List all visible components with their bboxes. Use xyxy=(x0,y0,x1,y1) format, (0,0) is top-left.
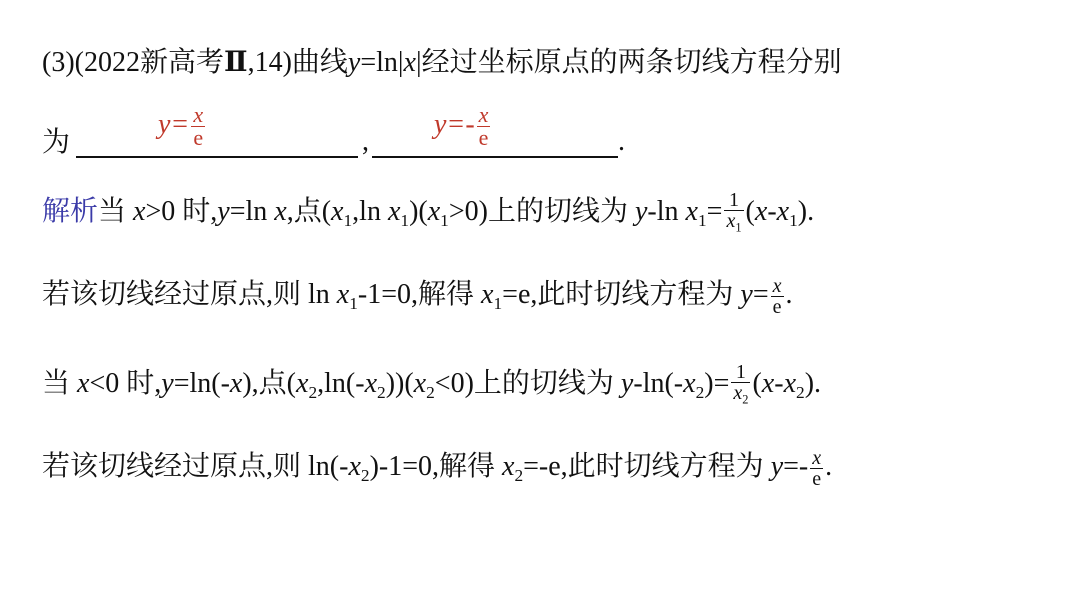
var: x xyxy=(229,368,243,400)
problem-prefix: (3)(2022新高考 xyxy=(42,47,224,78)
answer-2-den: e xyxy=(478,125,489,150)
text: ). xyxy=(797,196,815,228)
text: )( xyxy=(409,196,428,228)
var: x xyxy=(783,368,796,400)
fraction-num: x xyxy=(812,447,822,469)
var: x xyxy=(502,450,515,482)
subscript: 2 xyxy=(695,383,705,403)
analysis-line-1 xyxy=(42,190,814,238)
var: y xyxy=(634,196,648,228)
answer-1-den: e xyxy=(193,125,204,150)
answer-blank-1 xyxy=(76,156,358,158)
text: )= xyxy=(704,368,730,400)
subscript: 1 xyxy=(400,211,410,231)
eq-ln: =ln| xyxy=(360,47,404,78)
subscript: 2 xyxy=(426,383,435,403)
var: y xyxy=(620,368,634,400)
var: x xyxy=(733,382,743,404)
var: x xyxy=(754,196,768,228)
var: x xyxy=(387,196,401,228)
fraction-den xyxy=(724,210,743,237)
text: 当 xyxy=(42,368,78,400)
subscript: 1 xyxy=(789,211,798,231)
fraction-x-over-e-neg xyxy=(810,448,823,489)
answer-1 xyxy=(158,104,207,149)
var: x xyxy=(296,368,309,400)
text: . xyxy=(825,450,833,482)
fraction-num: x xyxy=(772,275,782,297)
text: -ln xyxy=(647,196,686,228)
text: - xyxy=(767,196,777,228)
text: ,点( xyxy=(286,196,332,228)
fraction-1-over-x1 xyxy=(724,190,743,237)
var: x xyxy=(336,278,350,310)
var: x xyxy=(427,196,441,228)
var: x xyxy=(481,278,494,310)
var: x xyxy=(364,368,377,400)
answer-2-fraction xyxy=(477,104,491,149)
answer-2-num: x xyxy=(478,102,489,127)
text: =e,此时切线方程为 xyxy=(502,278,741,310)
subscript: 1 xyxy=(697,211,707,231)
var: x xyxy=(776,196,790,228)
answer-1-fraction xyxy=(191,104,205,149)
var: x xyxy=(348,450,361,482)
text: . xyxy=(785,278,793,310)
fraction-den xyxy=(731,382,750,409)
subscript: 1 xyxy=(735,220,742,235)
text: ( xyxy=(752,368,762,400)
analysis-label: 解析 xyxy=(42,196,99,228)
subscript: 2 xyxy=(514,465,524,485)
fraction-x-over-e xyxy=(771,276,784,317)
fraction-num: 1 xyxy=(729,189,739,211)
analysis-line-4 xyxy=(42,448,832,493)
subscript: 1 xyxy=(343,211,353,231)
problem-roman: Ⅱ xyxy=(223,47,248,78)
text: <0 时, xyxy=(89,368,162,400)
text: ))( xyxy=(385,368,414,400)
fraction-den: e xyxy=(772,296,782,318)
text: =ln xyxy=(229,196,275,228)
var: y xyxy=(161,368,174,400)
answer-2-lhs: y=- xyxy=(434,108,475,140)
var: x xyxy=(274,196,287,228)
subscript: 2 xyxy=(308,383,318,403)
text: - xyxy=(774,368,784,400)
text: <0)上的切线为 xyxy=(434,368,621,400)
text: =- xyxy=(783,450,809,482)
var-x: x xyxy=(403,47,416,78)
text: ,ln(- xyxy=(317,368,365,400)
problem-line2-prefix: 为 xyxy=(42,127,71,158)
subscript: 2 xyxy=(360,465,370,485)
var: x xyxy=(685,196,698,228)
text: 若该切线经过原点,则 ln xyxy=(42,278,337,310)
text: 若该切线经过原点,则 ln(- xyxy=(42,450,349,482)
var: y xyxy=(740,278,753,310)
var: x xyxy=(331,196,344,228)
var-y: y xyxy=(347,47,361,78)
text: =ln(- xyxy=(173,368,230,400)
period: . xyxy=(618,126,625,157)
var: x xyxy=(761,368,775,400)
text: =-e,此时切线方程为 xyxy=(523,450,771,482)
text: ),点( xyxy=(242,368,296,400)
subscript: 1 xyxy=(493,293,503,313)
text: >0)上的切线为 xyxy=(448,196,635,228)
var: x xyxy=(726,210,736,232)
analysis-line-3 xyxy=(42,362,821,410)
text: ,ln xyxy=(352,196,388,228)
text: = xyxy=(706,196,723,228)
analysis-line-2 xyxy=(42,276,793,321)
text: >0 时, xyxy=(145,196,218,228)
text: -1=0,解得 xyxy=(357,278,482,310)
subscript: 1 xyxy=(349,293,358,313)
fraction-den: e xyxy=(812,468,822,490)
subscript: 2 xyxy=(742,392,749,407)
var: x xyxy=(683,368,696,400)
text: ( xyxy=(745,196,755,228)
answer-blank-2 xyxy=(372,156,618,158)
subscript: 2 xyxy=(377,383,386,403)
comma: , xyxy=(362,126,369,157)
text: )-1=0,解得 xyxy=(369,450,503,482)
problem-rest: |经过坐标原点的两条切线方程分别 xyxy=(415,47,842,78)
problem-after-roman: ,14)曲线 xyxy=(247,47,348,78)
var: y xyxy=(217,196,230,228)
text: -ln(- xyxy=(633,368,684,400)
text: ). xyxy=(804,368,822,400)
problem-line-1 xyxy=(42,46,842,80)
text: = xyxy=(752,278,769,310)
answer-1-lhs: y= xyxy=(158,108,190,140)
var: x xyxy=(77,368,90,400)
fraction-num: 1 xyxy=(735,361,746,383)
fraction-1-over-x2 xyxy=(731,362,750,409)
subscript: 1 xyxy=(440,211,449,231)
var: x xyxy=(413,368,427,400)
subscript: 2 xyxy=(796,383,805,403)
answer-2 xyxy=(434,104,492,149)
var: y xyxy=(770,450,784,482)
problem-line-2 xyxy=(42,126,70,160)
answer-1-num: x xyxy=(193,102,204,127)
text: 当 xyxy=(98,196,134,228)
var: x xyxy=(133,196,146,228)
